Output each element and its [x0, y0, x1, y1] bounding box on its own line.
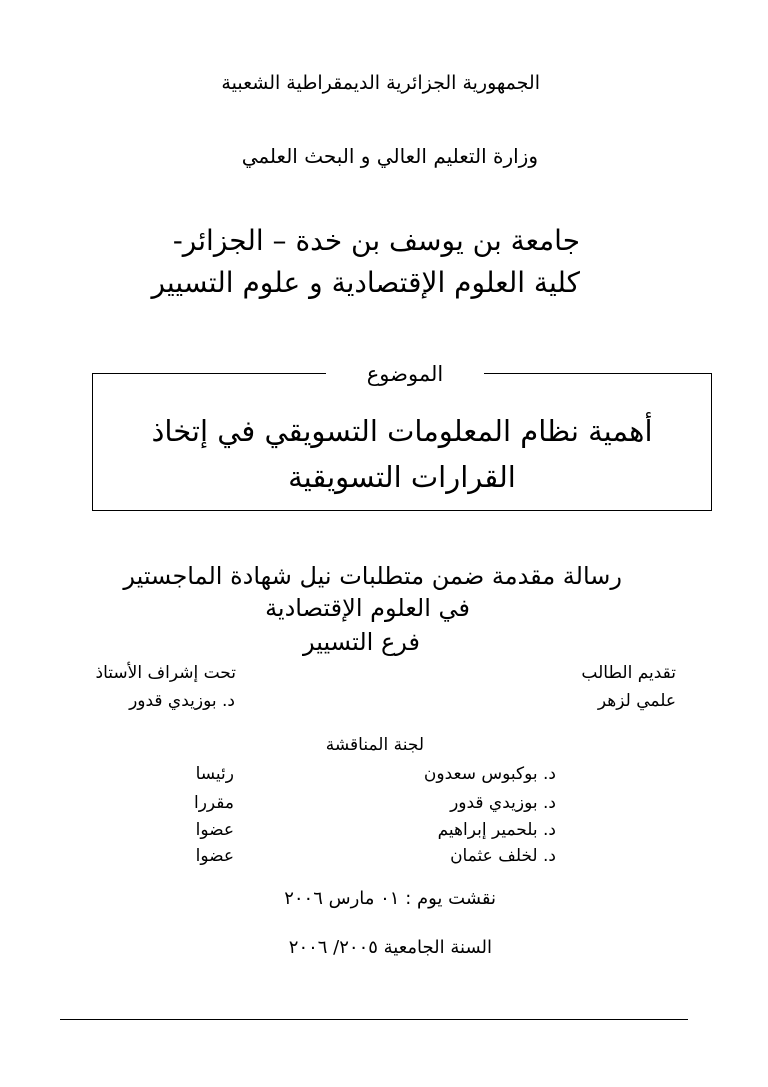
committee-member-role: مقررا — [193, 793, 234, 813]
committee-member-name: د. بوكبوس سعدون — [423, 764, 556, 784]
ministry-name: وزارة التعليم العالي و البحث العلمي — [241, 144, 538, 168]
thesis-branch: فرع التسيير — [302, 628, 420, 656]
thesis-field: في العلوم الإقتصادية — [265, 594, 470, 622]
defense-date: نقشت يوم : ٠١ مارس ٢٠٠٦ — [284, 888, 496, 909]
committee-title: لجنة المناقشة — [325, 735, 424, 755]
committee-member-role: عضوا — [195, 846, 234, 866]
committee-member-role: رئيسا — [195, 764, 234, 784]
student-name: علمي لزهر — [597, 691, 676, 711]
subject-label: الموضوع — [326, 357, 484, 391]
bottom-rule — [60, 1019, 688, 1020]
supervisor-label: تحت إشراف الأستاذ — [95, 663, 236, 683]
thesis-purpose: رسالة مقدمة ضمن متطلبات نيل شهادة الماجستير — [123, 562, 622, 590]
committee-member-name: د. لخلف عثمان — [450, 846, 556, 866]
republic-name: الجمهورية الجزائرية الديمقراطية الشعبية — [221, 72, 540, 94]
supervisor-name: د. بوزيدي قدور — [129, 691, 235, 711]
academic-year: السنة الجامعية ٢٠٠٥/ ٢٠٠٦ — [288, 937, 492, 958]
student-label: تقديم الطالب — [581, 663, 676, 683]
faculty-name: كلية العلوم الإقتصادية و علوم التسيير — [151, 266, 580, 299]
committee-member-name: د. بوزيدي قدور — [450, 793, 556, 813]
committee-member-role: عضوا — [195, 820, 234, 840]
university-name: جامعة بن يوسف بن خدة – الجزائر- — [172, 224, 580, 257]
thesis-title: أهمية نظام المعلومات التسويقي في إتخاذ القرارات التسويقية — [151, 414, 653, 494]
committee-member-name: د. بلحمير إبراهيم — [437, 820, 556, 840]
